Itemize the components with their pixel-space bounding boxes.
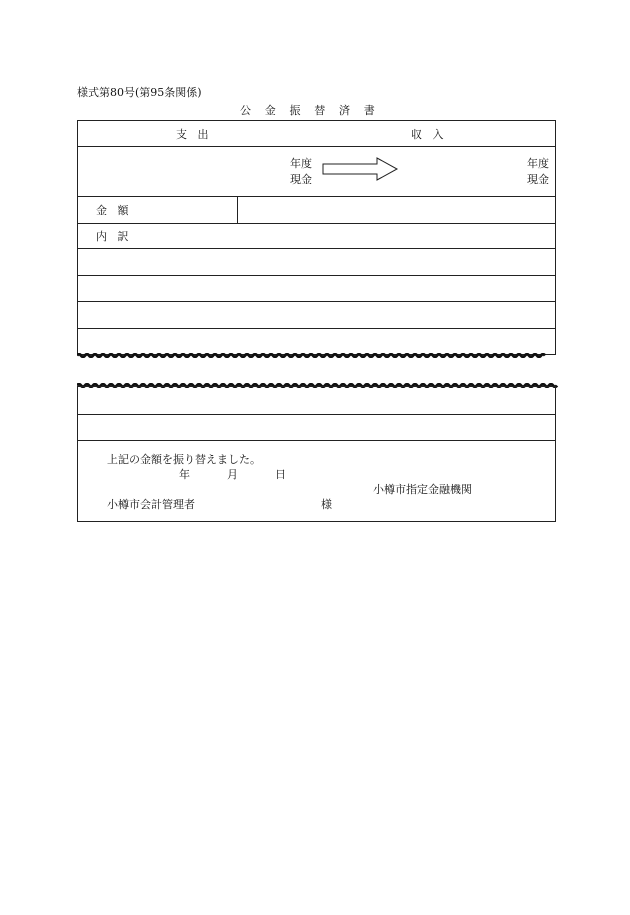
revenue-year-label: 年度 [527,157,549,170]
row-divider [78,301,555,302]
transfer-statement: 上記の金額を振り替えました。 [107,453,261,466]
amount-divider [237,196,238,223]
breakdown-label: 内訳 [96,230,139,243]
honorific: 様 [321,498,332,511]
form-number: 様式第80号(第95条関係) [77,86,202,99]
row-divider [78,414,555,415]
revenue-header: 収入 [411,128,454,141]
row-divider [78,196,555,197]
row-divider [78,223,555,224]
expenditure-year-label: 年度 [290,157,312,170]
cut-line-upper [77,353,560,358]
row-divider [78,328,555,329]
transfer-table-upper [77,120,556,355]
expenditure-cash-label: 現金 [290,173,312,186]
transfer-table-lower [77,386,556,522]
row-divider [78,146,555,147]
row-divider [78,248,555,249]
month-label: 月 [227,468,238,481]
day-label: 日 [275,468,286,481]
document-title: 公金振替済書 [240,104,389,117]
designated-bank: 小樽市指定金融機関 [373,483,472,496]
row-divider [78,440,555,441]
addressee: 小樽市会計管理者 [107,498,195,511]
row-divider [78,275,555,276]
transfer-arrow-icon [322,157,400,181]
year-label: 年 [179,468,190,481]
expenditure-header: 支出 [176,128,219,141]
revenue-cash-label: 現金 [527,173,549,186]
amount-label: 金額 [96,204,139,217]
